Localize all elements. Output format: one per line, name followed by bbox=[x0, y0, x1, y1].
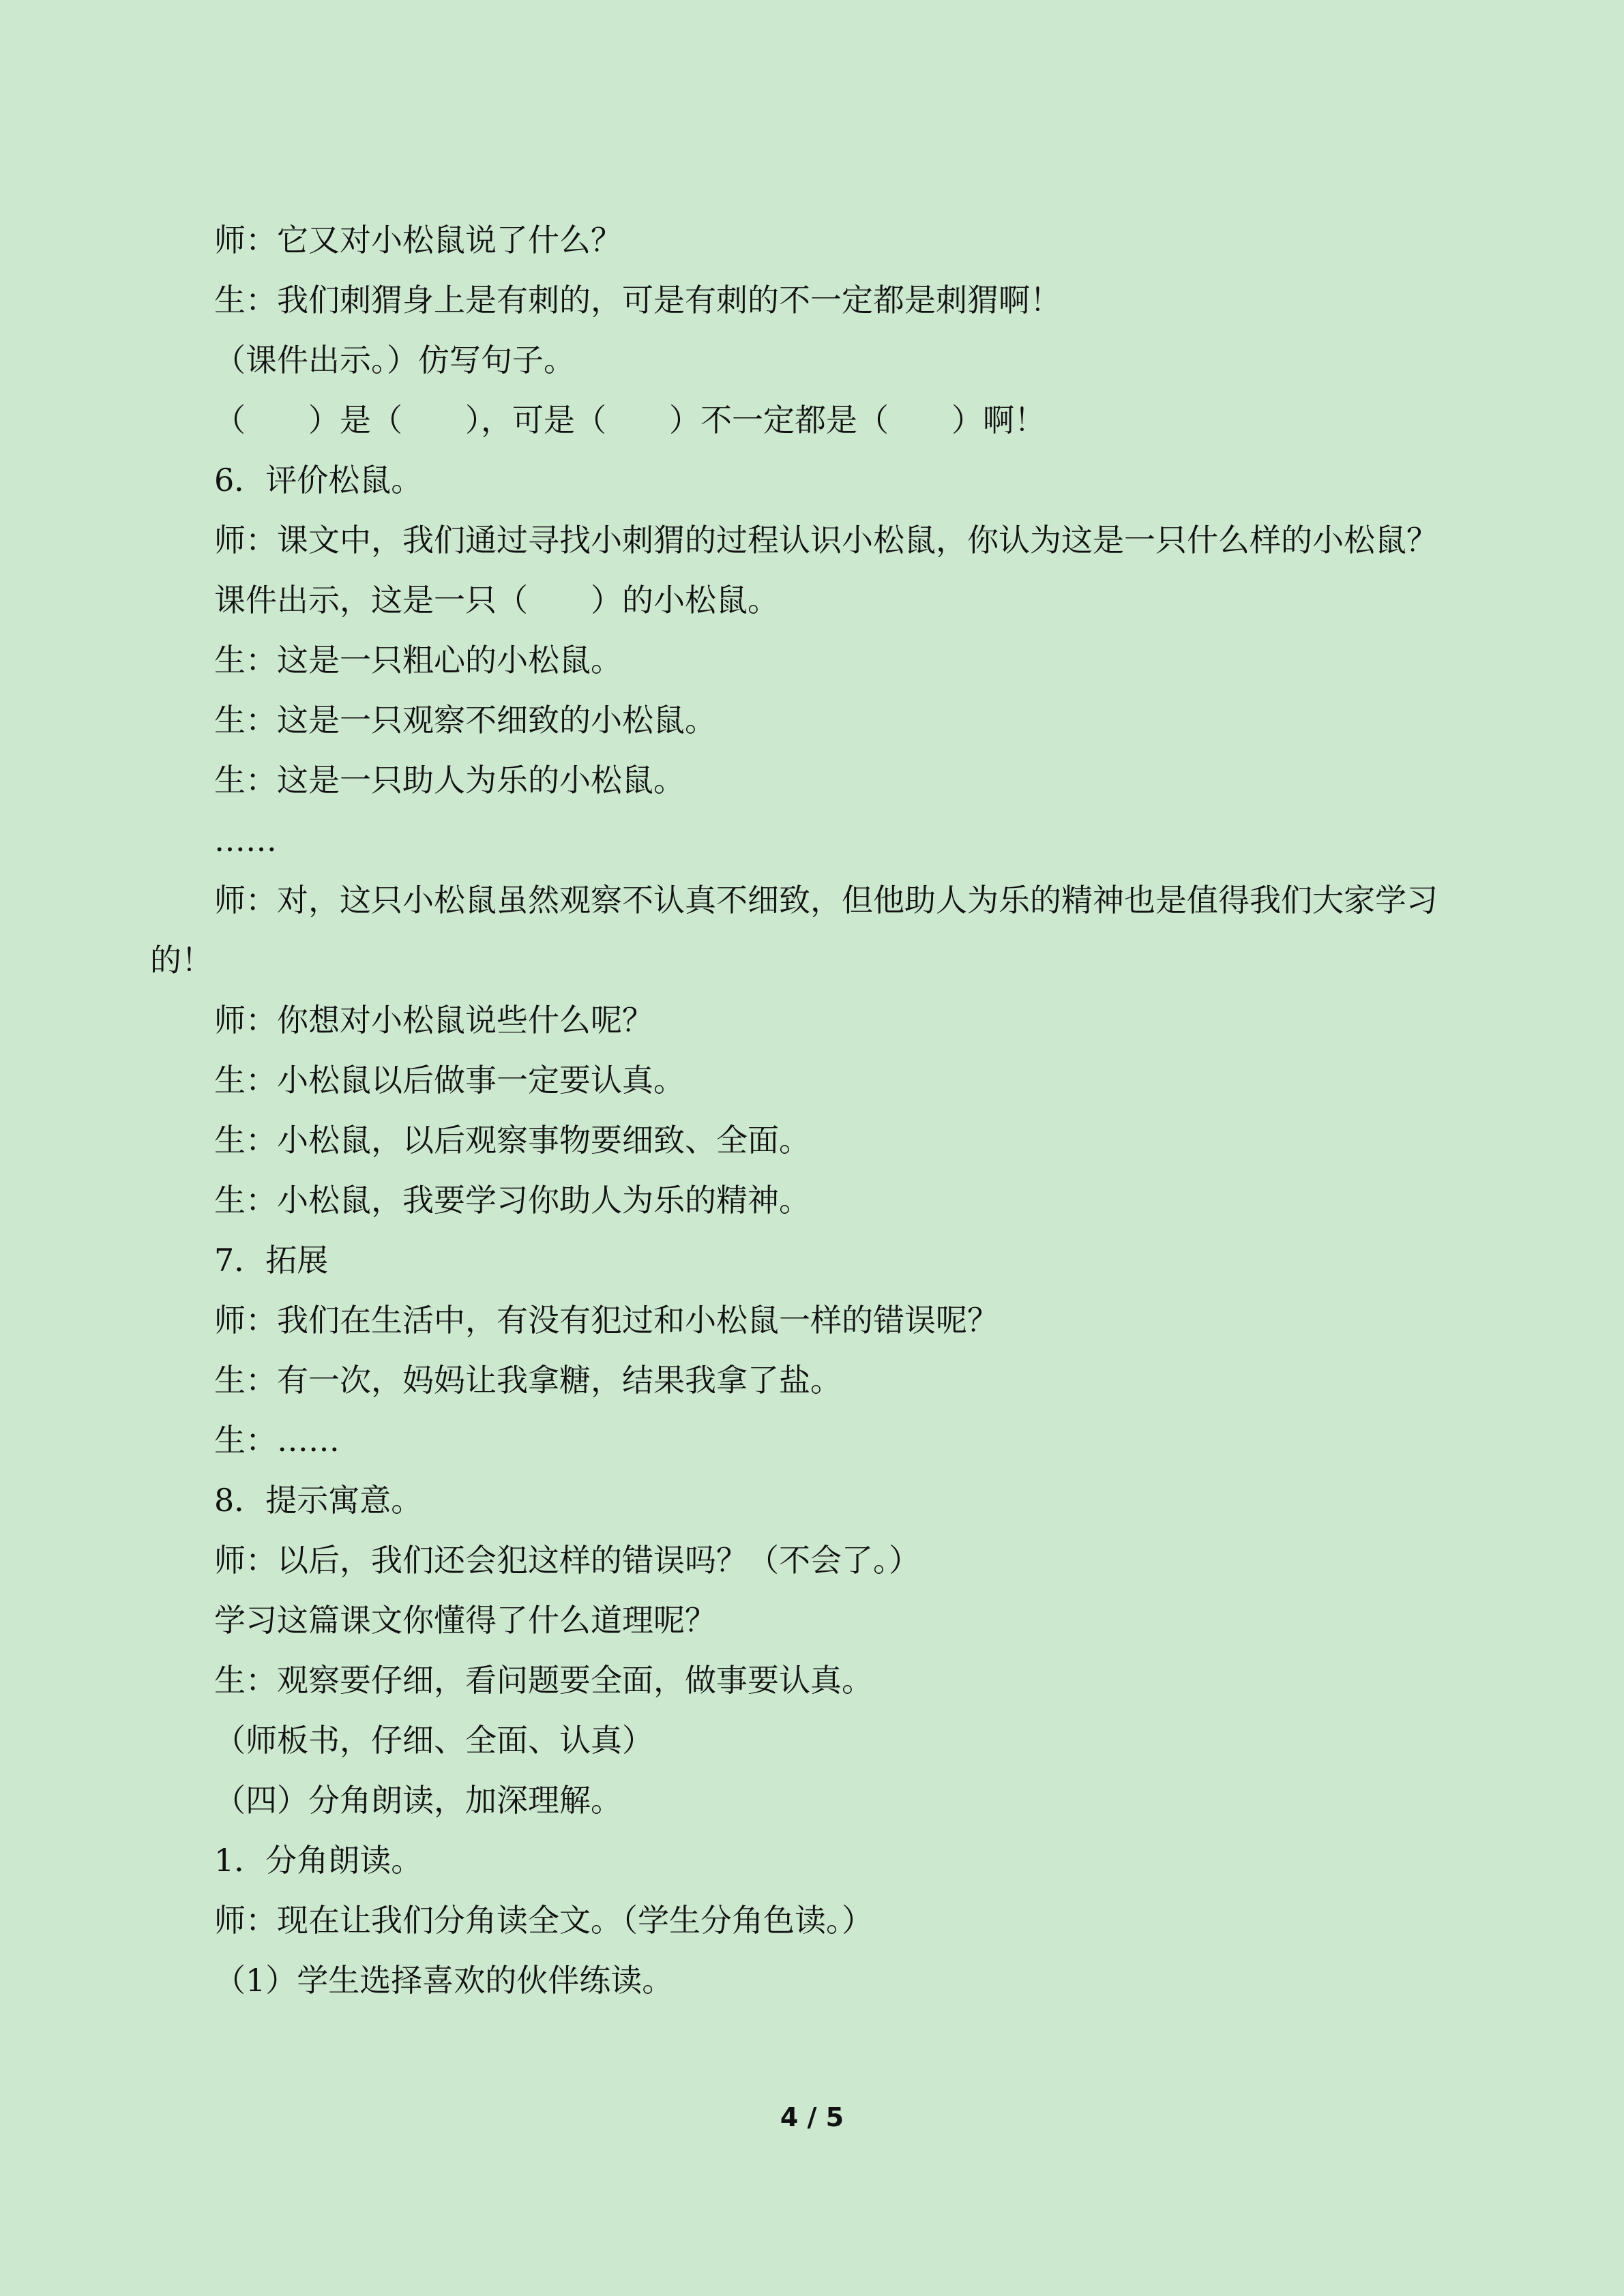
paragraph: …… bbox=[214, 822, 277, 859]
paragraph: 师：现在让我们分角读全文。（学生分角色读。） bbox=[214, 1902, 873, 1939]
paragraph: 生：这是一只观察不细致的小松鼠。 bbox=[214, 702, 716, 739]
paragraph: 师：以后，我们还会犯这样的错误吗？（不会了。） bbox=[214, 1542, 920, 1579]
paragraph: 生：我们刺猬身上是有刺的，可是有刺的不一定都是刺猬啊！ bbox=[214, 282, 1061, 318]
paragraph: 学习这篇课文你懂得了什么道理呢？ bbox=[214, 1602, 716, 1639]
paragraph: 生：这是一只助人为乐的小松鼠。 bbox=[214, 762, 685, 799]
paragraph: 1．分角朗读。 bbox=[214, 1842, 423, 1879]
paragraph: 师：对，这只小松鼠虽然观察不认真不细致，但他助人为乐的精神也是值得我们大家学习的！ bbox=[150, 882, 1438, 979]
paragraph: 7．拓展 bbox=[214, 1242, 329, 1279]
paragraph: （1）学生选择喜欢的伙伴练读。 bbox=[214, 1962, 674, 1999]
paragraph: 生：观察要仔细，看问题要全面，做事要认真。 bbox=[214, 1662, 873, 1699]
paragraph: 生：有一次，妈妈让我拿糖，结果我拿了盐。 bbox=[214, 1362, 842, 1399]
document-body bbox=[150, 210, 1463, 2010]
paragraph: （四）分角朗读，加深理解。 bbox=[214, 1782, 622, 1819]
paragraph: 生：小松鼠，以后观察事物要细致、全面。 bbox=[214, 1122, 810, 1159]
paragraph: 师：它又对小松鼠说了什么？ bbox=[214, 222, 622, 258]
paragraph: 课件出示，这是一只（ ）的小松鼠。 bbox=[214, 582, 779, 618]
paragraph: 师：你想对小松鼠说些什么呢？ bbox=[214, 1002, 653, 1039]
page-number: 4 / 5 bbox=[780, 2102, 844, 2132]
paragraph: 生：小松鼠，我要学习你助人为乐的精神。 bbox=[214, 1182, 810, 1219]
paragraph: 师：我们在生活中，有没有犯过和小松鼠一样的错误呢？ bbox=[214, 1302, 999, 1339]
paragraph: 生：小松鼠以后做事一定要认真。 bbox=[214, 1062, 685, 1099]
paragraph: （课件出示。）仿写句子。 bbox=[214, 342, 575, 378]
paragraph: （ ）是（ ），可是（ ）不一定都是（ ）啊！ bbox=[214, 402, 1046, 438]
paragraph: 8．提示寓意。 bbox=[214, 1482, 423, 1519]
paragraph: 师：课文中，我们通过寻找小刺猬的过程认识小松鼠，你认为这是一只什么样的小松鼠？ bbox=[214, 522, 1438, 558]
paragraph: 生：这是一只粗心的小松鼠。 bbox=[214, 642, 622, 679]
paragraph: （师板书，仔细、全面、认真） bbox=[214, 1722, 653, 1759]
paragraph: 6．评价松鼠。 bbox=[214, 462, 423, 498]
paragraph: 生：…… bbox=[214, 1422, 340, 1459]
